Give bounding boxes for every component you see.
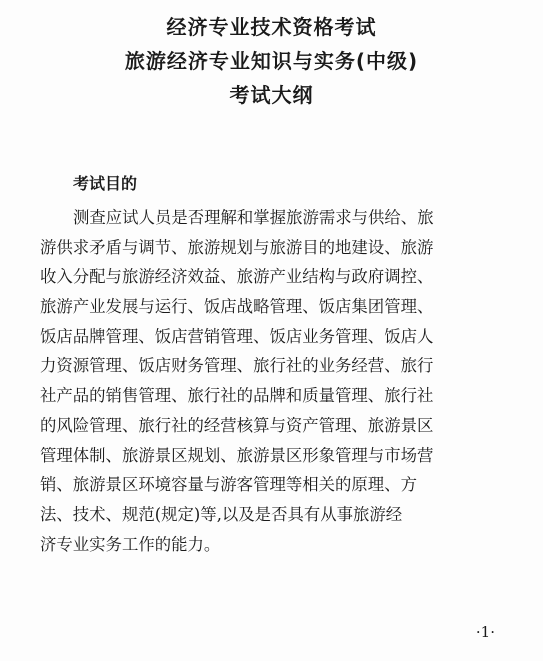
- body-line: 法、技术、规范(规定)等,以及是否具有从事旅游经: [40, 504, 403, 524]
- title-line-exam-name: 经济专业技术资格考试: [166, 15, 377, 39]
- body-line: 济专业实务工作的能力。: [40, 534, 221, 554]
- body-line: 社产品的销售管理、旅行社的品牌和质量管理、旅行社: [40, 386, 434, 406]
- body-paragraph: [40, 203, 510, 559]
- body-line: 销、旅游景区环境容量与游客管理等相关的原理、方: [40, 475, 417, 495]
- section-heading: 考试目的: [73, 174, 138, 193]
- body-line: 旅游产业发展与运行、饭店战略管理、饭店集团管理、: [40, 297, 434, 317]
- body-line: 收入分配与旅游经济效益、旅游产业结构与政府调控、: [40, 267, 434, 287]
- body-line: 游供求矛盾与调节、旅游规划与旅游目的地建设、旅游: [40, 237, 434, 257]
- body-line: 管理体制、旅游景区规划、旅游景区形象管理与市场营: [40, 445, 434, 465]
- body-line: 的风险管理、旅行社的经营核算与资产管理、旅游景区: [40, 415, 434, 435]
- body-line: 测查应试人员是否理解和掌握旅游需求与供给、旅: [73, 208, 434, 227]
- title-line-syllabus: 考试大纲: [229, 83, 314, 107]
- page-number: ·1·: [475, 623, 495, 641]
- title-line-subject: 旅游经济专业知识与实务(中级): [124, 49, 419, 73]
- body-line: 饭店品牌管理、饭店营销管理、饭店业务管理、饭店人: [40, 326, 434, 346]
- document-title: [0, 10, 543, 112]
- body-line: 力资源管理、饭店财务管理、旅行社的业务经营、旅行: [40, 356, 434, 376]
